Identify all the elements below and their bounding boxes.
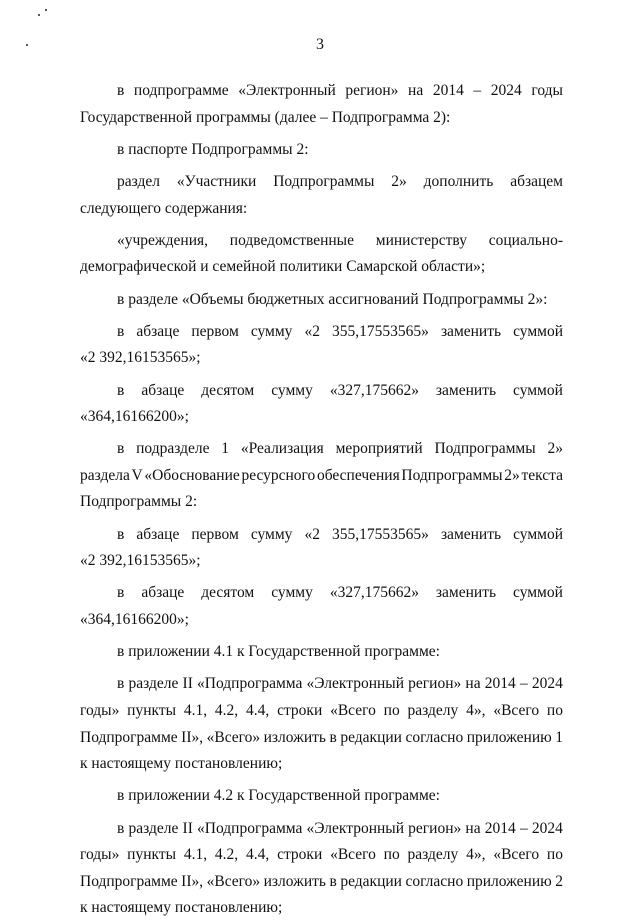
text-line: к настоящему постановлению; <box>80 899 283 917</box>
page-number: 3 <box>316 36 324 53</box>
paragraph <box>80 169 563 222</box>
text-line: Подпрограммы 2: <box>80 493 198 511</box>
text-line: Подпрограмме II», «Всего» изложить в редакции согласно приложению 2 <box>80 872 563 890</box>
paragraph <box>80 137 563 164</box>
text-line: Государственной программы (далее – Подпрограмма 2): <box>80 108 451 126</box>
text-line: годы» пункты 4.1, 4.2, 4.4, строки «Всего по разделу 4», «Всего по <box>80 702 563 719</box>
text-line: раздела V «Обоснование ресурсного обеспечения Подпрограммы 2» текста <box>80 466 563 484</box>
text-line: «364,16166200»; <box>80 611 189 629</box>
text-line: в разделе II «Подпрограмма «Электронный регион» на 2014 – 2024 <box>117 675 563 693</box>
paragraph <box>80 228 563 281</box>
paragraph <box>80 287 563 314</box>
text-line: в разделе «Объемы бюджетных ассигнований Подпрограммы 2»: <box>117 290 548 308</box>
paragraph <box>80 639 563 666</box>
paragraph <box>80 319 563 372</box>
text-line: в паспорте Подпрограммы 2: <box>117 140 309 158</box>
paragraph <box>80 522 563 575</box>
text-line: в подразделе 1 «Реализация мероприятий Подпрограммы 2» <box>117 440 563 458</box>
document-body <box>80 78 563 922</box>
text-line: следующего содержания: <box>80 199 248 217</box>
text-line: «364,16166200»; <box>80 408 189 426</box>
scan-speck <box>38 14 40 16</box>
paragraph <box>80 78 563 131</box>
text-line: в приложении 4.1 к Государственной программе: <box>117 643 440 661</box>
text-line: в абзаце первом сумму «2 355,17553565» заменить суммой <box>117 322 563 340</box>
scan-speck <box>45 9 47 11</box>
text-line: раздел «Участники Подпрограммы 2» дополнить абзацем <box>117 172 563 190</box>
paragraph <box>80 816 563 922</box>
text-line: «учреждения, подведомственные министерству социально- <box>117 231 563 249</box>
paragraph <box>80 378 563 431</box>
text-line: в абзаце десятом сумму «327,175662» заменить суммой <box>117 381 563 399</box>
paragraph <box>80 436 563 516</box>
text-line: в подпрограмме «Электронный регион» на 2014 – 2024 годы <box>117 82 563 99</box>
text-line: демографической и семейной политики Самарской области»; <box>80 258 486 276</box>
text-line: «2 392,16153565»; <box>80 552 201 570</box>
text-line: в абзаце первом сумму «2 355,17553565» заменить суммой <box>117 525 563 543</box>
text-line: годы» пункты 4.1, 4.2, 4.4, строки «Всего по разделу 4», «Всего по <box>80 846 563 864</box>
text-line: в разделе II «Подпрограмма «Электронный регион» на 2014 – 2024 <box>117 819 563 837</box>
paragraph <box>80 580 563 633</box>
text-line: к настоящему постановлению; <box>80 755 283 773</box>
text-line: «2 392,16153565»; <box>80 349 201 367</box>
text-line: Подпрограмме II», «Всего» изложить в редакции согласно приложению 1 <box>80 728 563 746</box>
paragraph <box>80 783 563 810</box>
text-line: в абзаце десятом сумму «327,175662» заменить суммой <box>117 584 563 602</box>
text-line: в приложении 4.2 к Государственной программе: <box>117 787 440 805</box>
paragraph <box>80 671 563 777</box>
